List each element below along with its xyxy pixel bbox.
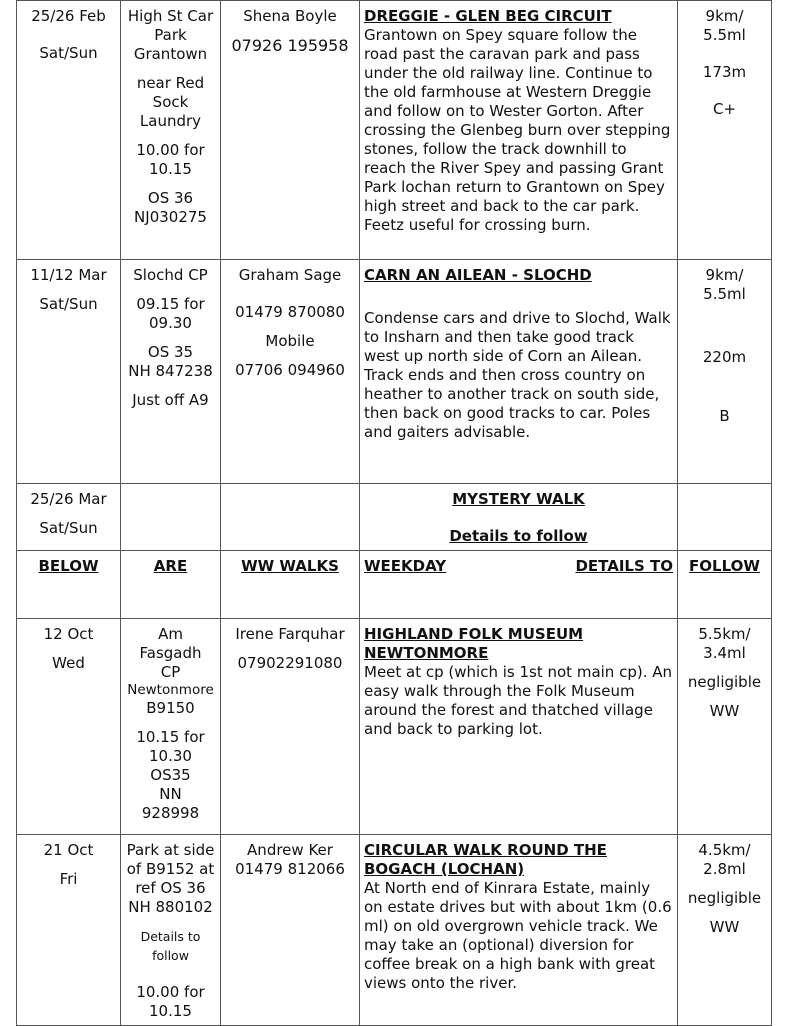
start-line: Am: [158, 625, 183, 643]
walk-date: 25/26 Feb: [31, 7, 106, 25]
start-line: 928998: [141, 804, 200, 822]
start-line: B9150: [146, 699, 195, 717]
distance-km: 5.5km/: [698, 625, 751, 643]
start-line: follow: [152, 948, 189, 963]
leader-phone: 07902291080: [237, 654, 343, 672]
table-row: [17, 835, 772, 1026]
start-line: of B9152 at: [126, 860, 215, 878]
start-line: 10.00 for: [136, 141, 205, 159]
distance-km: 9km/: [705, 266, 744, 284]
walk-date-cell: [17, 484, 121, 551]
walk-title: MYSTERY WALK: [452, 490, 585, 508]
walk-description-cell: [360, 260, 678, 484]
grid-ref: NH 847238: [128, 362, 213, 380]
start-line: NN: [159, 785, 182, 803]
start-note: Just off A9: [132, 391, 209, 409]
divider-text: WW WALKS: [241, 557, 339, 575]
table-row: [17, 551, 772, 619]
walk-description: Grantown on Spey square follow the road past the caravan park and pass under the old railway line. Continue to the old farmhouse at Western Dreggie and follow on to Wester Gorton. After crossing the Glenbeg burn over stepping stones, follow the track downhill to reach the River Spey and passing Grant Park lochan return to Grantown on Spey high street and back to the car park. Feetz useful for crossing burn.: [364, 26, 671, 234]
walk-stats-cell: [678, 260, 772, 484]
grade: C+: [712, 100, 737, 118]
ascent: negligible: [687, 889, 762, 907]
walk-title: HIGHLAND FOLK MUSEUM NEWTONMORE: [364, 625, 584, 662]
walk-day: Sat/Sun: [39, 44, 98, 62]
walk-title: DREGGIE - GLEN BEG CIRCUIT: [364, 7, 612, 25]
table-row: [17, 1, 772, 260]
table-row: [17, 619, 772, 835]
start-point-cell: [121, 1, 221, 260]
walk-date-cell: [17, 835, 121, 1026]
divider-text: WEEKDAY: [364, 557, 447, 575]
grade: B: [719, 407, 730, 425]
divider-text: DETAILS TO: [575, 557, 673, 575]
start-line: ref OS 36: [135, 879, 206, 897]
walk-day: Sat/Sun: [39, 295, 98, 313]
leader-name: Graham Sage: [238, 266, 342, 284]
distance-ml: 2.8ml: [703, 860, 746, 878]
start-line: NJ030275: [134, 208, 207, 226]
divider-cell: [678, 551, 772, 619]
walk-date: 21 Oct: [43, 841, 94, 859]
start-time: 09.15 for: [136, 295, 205, 313]
start-line: Details to: [140, 929, 201, 944]
divider-text: ARE: [153, 557, 188, 575]
walk-day: Fri: [59, 870, 78, 888]
start-line: OS 36: [147, 189, 194, 207]
start-point-cell: [121, 260, 221, 484]
os-sheet: OS 35: [147, 343, 194, 361]
walk-description: At North end of Kinrara Estate, mainly on estate drives but with about 1km (0.6 ml) on old overgrown vehicle track. We may take an (optional) diversion for coffee break on a high bank with great views onto the river.: [364, 879, 672, 992]
leader-cell: [221, 835, 360, 1026]
ascent: negligible: [687, 673, 762, 691]
ascent: 220m: [702, 348, 747, 366]
start-line: Park at side: [126, 841, 215, 859]
table-row: [17, 484, 772, 551]
mobile-label: Mobile: [265, 332, 315, 350]
walk-date-cell: [17, 1, 121, 260]
divider-text: FOLLOW: [689, 557, 760, 575]
walk-stats-cell: [678, 619, 772, 835]
leader-name: Shena Boyle: [243, 7, 337, 25]
start-line: CP: [160, 663, 181, 681]
start-line: 10.00 for: [136, 983, 205, 1001]
walk-date-cell: [17, 260, 121, 484]
walk-description: Condense cars and drive to Slochd, Walk to Insharn and then take good track west up north side of Corn an Ailean. Track ends and then cross country on heather to another track on south side, then back on good tracks to car. Poles and gaiters advisable.: [364, 309, 671, 441]
walk-day: Sat/Sun: [39, 519, 98, 537]
walk-description-cell: [360, 1, 678, 260]
leader-phone: 01479 870080: [235, 303, 345, 321]
walk-day: Wed: [52, 654, 85, 672]
start-line: Fasgadh: [139, 644, 202, 662]
start-point-cell: [121, 835, 221, 1026]
walk-details: Details to follow: [449, 527, 588, 545]
leader-phone: 07926 195958: [231, 36, 349, 55]
distance-ml: 5.5ml: [703, 26, 746, 44]
walk-date: 25/26 Mar: [30, 490, 107, 508]
start-point-cell: [121, 619, 221, 835]
start-line: Park: [154, 26, 187, 44]
start-line: 10.15: [149, 1002, 192, 1020]
divider-text: BELOW: [38, 557, 99, 575]
divider-cell: [360, 551, 678, 619]
leader-name: Irene Farquhar: [235, 625, 345, 643]
walk-description-cell: [360, 484, 678, 551]
walk-date-cell: [17, 619, 121, 835]
start-line: 10.15 for: [136, 728, 205, 746]
walk-title: CIRCULAR WALK ROUND THE BOGACH (LOCHAN): [364, 841, 607, 878]
leader-phone: 01479 812066: [235, 860, 345, 878]
walk-description: Meet at cp (which is 1st not main cp). An easy walk through the Folk Museum around the forest and thatched village and back to parking lot.: [364, 663, 673, 738]
grade: WW: [709, 918, 740, 936]
leader-mobile: 07706 094960: [235, 361, 345, 379]
leader-cell: [221, 1, 360, 260]
start-line: Grantown: [133, 45, 208, 63]
grade: WW: [709, 702, 740, 720]
walk-stats-cell: [678, 835, 772, 1026]
start-line: Newtonmore: [127, 682, 214, 698]
start-line: Laundry: [139, 112, 202, 130]
table-row: [17, 260, 772, 484]
walk-description-cell: [360, 835, 678, 1026]
divider-cell: [121, 551, 221, 619]
walk-date: 11/12 Mar: [30, 266, 107, 284]
start-line: High St Car: [127, 7, 214, 25]
distance-ml: 5.5ml: [703, 285, 746, 303]
start-place: Slochd CP: [133, 266, 208, 284]
start-line: near Red: [136, 74, 205, 92]
empty-cell: [121, 484, 221, 551]
distance-ml: 3.4ml: [703, 644, 746, 662]
start-time: 09.30: [149, 314, 192, 332]
start-line: OS35: [150, 766, 191, 784]
start-line: 10.15: [149, 160, 192, 178]
walk-schedule-table: [16, 0, 772, 1026]
walk-title: CARN AN AILEAN - SLOCHD: [364, 266, 592, 284]
start-line: 10.30: [149, 747, 192, 765]
walk-date: 12 Oct: [43, 625, 94, 643]
leader-name: Andrew Ker: [247, 841, 333, 859]
leader-cell: [221, 619, 360, 835]
divider-cell: [221, 551, 360, 619]
distance-km: 4.5km/: [698, 841, 751, 859]
walk-stats-cell: [678, 1, 772, 260]
start-line: NH 880102: [128, 898, 213, 916]
ascent: 173m: [702, 63, 747, 81]
divider-cell: [17, 551, 121, 619]
empty-cell: [221, 484, 360, 551]
empty-cell: [678, 484, 772, 551]
leader-cell: [221, 260, 360, 484]
distance-km: 9km/: [705, 7, 744, 25]
start-line: Sock: [152, 93, 189, 111]
walk-description-cell: [360, 619, 678, 835]
